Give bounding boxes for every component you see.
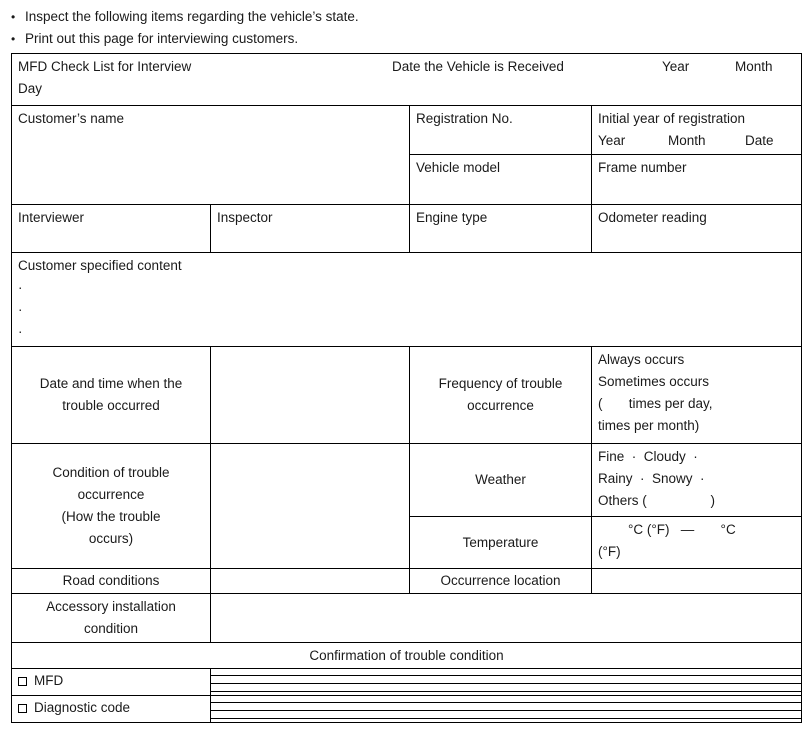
frequency-options: Always occurs Sometimes occurs ( times per day, times per month) (592, 347, 802, 444)
diagnostic-checkbox-icon (18, 704, 27, 713)
temperature-label: Temperature (410, 517, 592, 569)
customers-name-label: Customer’s name (18, 111, 125, 126)
table-row (12, 669, 802, 696)
customers-name-cell (12, 106, 410, 205)
mfd-write-area (211, 669, 802, 696)
occurrence-location-write-area (592, 569, 802, 594)
form-title: MFD Check List for Interview (18, 59, 192, 74)
intro-note-text-2: Print out this page for interviewing customers. (25, 31, 299, 46)
weather-options: Fine · Cloudy · Rainy · Snowy · Others ( ) (592, 444, 802, 517)
road-conditions-write-area (211, 569, 410, 594)
datetime-trouble-label: Date and time when the trouble occurred (12, 347, 211, 444)
table-row (12, 205, 802, 253)
datetime-trouble-write-area (211, 347, 410, 444)
condition-write-area (211, 444, 410, 569)
diagnostic-write-area (211, 696, 802, 723)
initial-registration-label: Initial year of registration (598, 111, 746, 126)
frequency-label: Frequency of trouble occurrence (410, 347, 592, 444)
table-row (12, 54, 802, 106)
interviewer-cell (12, 205, 211, 253)
accessory-condition-label: Accessory installation condition (12, 594, 211, 643)
registration-no-label: Registration No. (416, 111, 513, 126)
header-cell (12, 54, 802, 106)
temperature-value: °C (°F) — °C (°F) (592, 517, 802, 569)
engine-type-label: Engine type (416, 210, 488, 225)
month-label: Month (735, 59, 773, 74)
day-label: Day (18, 81, 43, 96)
intro-note-1 (11, 6, 801, 28)
ruled-line (211, 711, 801, 719)
diagnostic-code-cell (12, 696, 211, 723)
inspector-cell (211, 205, 410, 253)
ruled-line (211, 703, 801, 711)
intro-notes (11, 6, 801, 50)
init-year-label: Year (598, 133, 626, 148)
interviewer-label: Interviewer (18, 210, 85, 225)
table-row (12, 594, 802, 643)
mfd-label: MFD (34, 673, 64, 688)
init-date-label: Date (745, 133, 774, 148)
condition-label: Condition of trouble occurrence (How the trouble occurs) (12, 444, 211, 569)
registration-no-cell (410, 106, 592, 155)
frame-number-cell (592, 155, 802, 205)
diagnostic-code-label: Diagnostic code (34, 700, 131, 715)
year-label: Year (662, 59, 690, 74)
mfd-checkbox-icon (18, 677, 27, 686)
bullet-icon: • (11, 32, 16, 46)
road-conditions-label: Road conditions (12, 569, 211, 594)
table-row (12, 347, 802, 444)
initial-registration-cell (592, 106, 802, 155)
odometer-label: Odometer reading (598, 210, 707, 225)
mfd-cell (12, 669, 211, 696)
vehicle-model-cell (410, 155, 592, 205)
table-row (12, 643, 802, 669)
accessory-write-area (211, 594, 802, 643)
engine-type-cell (410, 205, 592, 253)
init-month-label: Month (668, 133, 706, 148)
inspector-label: Inspector (217, 210, 273, 225)
table-row (12, 253, 802, 347)
intro-note-2 (11, 28, 801, 50)
table-row (12, 569, 802, 594)
weather-label: Weather (410, 444, 592, 517)
bullet-icon: • (11, 10, 16, 24)
ruled-line (211, 684, 801, 692)
checklist-table (11, 53, 802, 723)
frame-number-label: Frame number (598, 160, 687, 175)
confirmation-title: Confirmation of trouble condition (12, 643, 802, 669)
occurrence-location-label: Occurrence location (410, 569, 592, 594)
table-row (12, 444, 802, 517)
vehicle-model-label: Vehicle model (416, 160, 501, 175)
ruled-line (211, 676, 801, 684)
customer-specified-content-cell: Customer specified content · · · (12, 253, 802, 347)
table-row (12, 106, 802, 155)
table-row (12, 696, 802, 723)
intro-note-text-1: Inspect the following items regarding the vehicle’s state. (25, 9, 359, 24)
date-received-label: Date the Vehicle is Received (392, 59, 564, 74)
odometer-cell (592, 205, 802, 253)
